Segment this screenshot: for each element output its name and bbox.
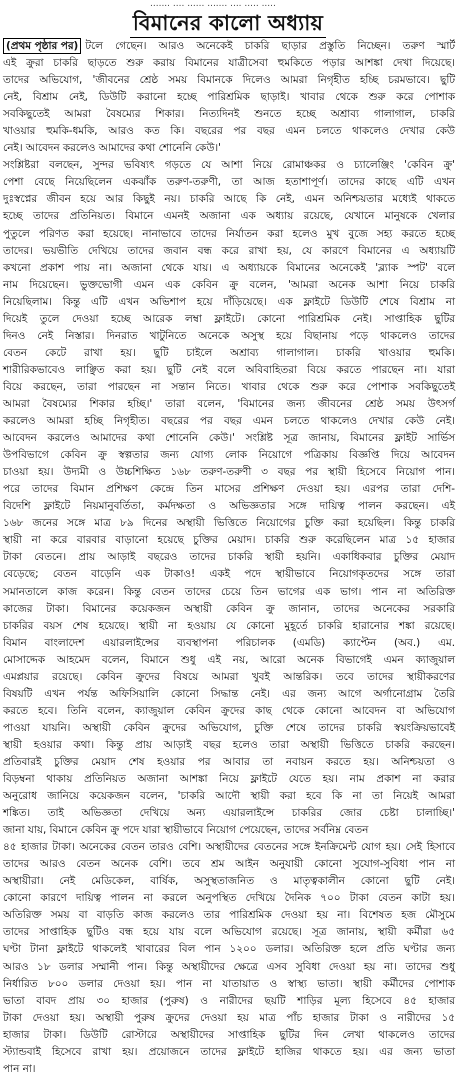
- article-line: [3, 498, 455, 515]
- article-line-text: নির্ধারিত ৮০০ ডলার দেওয়া হয়। পান না যাতায়াত ও স্বাস্থ্য ভাতা। স্থায়ী কর্মীদের পোশাক: [3, 977, 455, 990]
- article-line-text: বিষয়টি এখন পর্যন্ত অফিসিয়ালি কোনো সিদ্ধান্ত নেই। এর জন্য আগে অর্গানোগ্রাম তৈরি: [3, 687, 455, 700]
- article-line: [3, 720, 455, 737]
- article-line: [3, 174, 455, 191]
- article-line-text: হচ্ছে তাদের প্রতিনিয়ত। বিমানে এমনই অজানা এক অধ্যায় রয়েছে, যেখানে মানুষকে খেলার: [3, 210, 455, 223]
- article-line: [3, 481, 455, 498]
- article-line-text: টাকা দেওয়া হয়। অস্থায়ী পুরুষ ক্রুদের দেওয়া হয় মাত্র পাঁচ হাজার টাকা ও নারীদের ১৫: [3, 1011, 455, 1024]
- article-line: [3, 566, 455, 583]
- continued-from-front-page-label: (প্রথম পৃষ্ঠার পর): [3, 38, 81, 54]
- article-line: [3, 686, 455, 703]
- article-line-text: জানা যায়, বিমানে কেবিন ক্রু পদে যারা স্থায়ীভাবে নিয়োগ পেয়েছেন, তাদের সর্বনিম্ন বেতন: [3, 824, 369, 837]
- article-line-text: তাদের অভিযোগ, 'জীবনের শ্রেষ্ঠ সময় বিমানকে দিলেও আমরা নিগৃহীত হচ্ছি চরমভাবে। ছুটি: [3, 74, 455, 87]
- article-line: [3, 396, 455, 413]
- cut-off-text-strip: ....... .... ...... ....... .... ..... .....: [150, 0, 276, 9]
- article-line-text: দিনও নেই নিস্তার। দিনরাত খাটুনিতে অনেকে অসুস্থ হয়ে বিছানায় পড়ে থাকলেও তাদের: [3, 329, 455, 342]
- article-line: [3, 635, 455, 652]
- article-line-text: স্ট্যান্ডবাই হিসেবে রাখা হয়। প্রয়োজনে তাদের ফ্লাইটে হাজির থাকতে হয়। এর জন্য ভাতা: [3, 1045, 455, 1058]
- article-line-text: অতিরিক্ত সময় বা বাড়তি কাজ করলেও তার পারিশ্রমিক দেওয়া হয় না। বিশেষত হজ মৌসুমে: [3, 909, 455, 922]
- article-line-text: বিড়ম্বনা থাকায় প্রতিনিয়ত অজানা আশঙ্কা নিয়ে ফ্লাইটে যেতে হয়। নাম প্রকাশ না করার: [3, 773, 455, 786]
- article-line: [3, 941, 455, 958]
- article-line: [3, 294, 455, 311]
- article-line: [3, 123, 455, 140]
- article-line-text: টলে গেছেন। আরও অনেকেই চাকরি ছাড়ার প্রস্তুতি নিচ্ছেন। তরুণ স্মার্ট: [85, 40, 455, 52]
- article-line-text: মোসাদ্দেক আহমেদ বলেন, বিমানে শুধু এই নয়, আরো অনেক বিভাগেই এমন ক্যাজুয়াল: [3, 653, 455, 666]
- article-line-text: কাজের টাকা। বিমানের কয়েকজন অস্থায়ী কেবিন ক্রু জানান, তাদের অনেকের সরকারি: [3, 602, 455, 615]
- article-line-text: ১৬৮ জনের সঙ্গে মাত্র ৮৯ দিনের অস্থায়ী ভিত্তিতে নিয়োগের চুক্তি করা হয়েছিল। কিন্তু চাকরি: [3, 517, 455, 530]
- article-line-text: এমপ্লয়ার রয়েছে। কেবিন ক্রুদের বিষয়ে আমরা খুবই আন্তরিক। তবে তাদের স্থায়ীকরণের: [3, 670, 455, 683]
- article-line: [3, 157, 455, 174]
- article-line-text: করতে হবে। তিনি বলেন, ক্যাজুয়াল কেবিন ক্রুদের কাছ থেকে কোনো আবেদন বা অভিযোগ: [3, 704, 455, 717]
- article-line: [3, 737, 455, 754]
- article-line: [3, 584, 455, 601]
- article-line-text: বেড়েছে; বেতন বাড়েনি এক টাকাও! একই পদে স্থায়ীভাবে নিয়োগকৃতদের সঙ্গে তারা: [3, 568, 455, 581]
- article-line: [3, 1027, 455, 1044]
- article-line: [3, 430, 455, 447]
- article-line: [3, 379, 455, 396]
- article-line: [3, 515, 455, 532]
- article-line: [3, 873, 455, 890]
- article-line-text: তাদের সাপ্তাহিক ছুটিও বন্ধ হয়ে যায় বলে অভিযোগ রয়েছে। সূত্র জানায়, স্থায়ী কর্মীরা ৬৫: [3, 926, 455, 939]
- article-line: [3, 652, 455, 669]
- article-body: [3, 38, 455, 1075]
- article-line-text: খাওয়ার হুমকি-ধমকি, আরও কত কি। বছরের পর বছর এমন চলতে থাকলেও দেখার কেউ: [3, 125, 455, 138]
- article-line: [3, 771, 455, 788]
- article-line-text: হাজার টাকা। ডিউটি রোস্টারে অস্থায়ীদের সাপ্তাহিক ছুটির দিন লেখা থাকলেও তাদের: [3, 1028, 455, 1041]
- article-line-text: নাম দিয়েছেন। ভুক্তভোগী এমন এক কেবিন ক্রু বলেন, 'আমরা অনেক আশা নিয়ে চাকরি: [3, 278, 455, 291]
- article-line-text: আবেদন করলেও আমাদের কথা শোনেনি কেউ।' সংশ্লিষ্ট সূত্র জানায়, বিমানের ফ্লাইট সার্ভিস: [3, 432, 455, 445]
- article-line-text: পাওয়া যায়নি। অস্থায়ী কেবিন ক্রুদের অভিযোগ, চুক্তি শেষে তাদের চাকরি স্বয়ংক্রিয়ভাবেই: [3, 721, 455, 734]
- article-line-text: তাদের। ভয়ভীতি দেখিয়ে তাদের জবান বন্ধ করে রাখা হয়, যে কারণে বিমানের এ অধ্যায়টি: [3, 244, 455, 257]
- article-line-text: আরও ১৮ ডলার সম্মানী পান। কিন্তু অস্থায়ীদের ক্ষেত্রে এসব সুবিধা দেওয়া হয় না। তাদের শুধু: [3, 960, 455, 973]
- article-line: [3, 226, 455, 243]
- article-line: [3, 208, 455, 225]
- article-line: [3, 788, 455, 805]
- article-line: [3, 140, 455, 157]
- article-line: [3, 669, 455, 686]
- article-line-text: উপবিভাগে কেবিন ক্রু স্বল্পতার জন্য যোগ্য লোক নিয়োগে পত্রিকায় বিজ্ঞপ্তি দিয়ে আবেদন: [3, 449, 455, 462]
- article-line: [3, 362, 455, 379]
- article-line: [3, 191, 455, 208]
- article-line-text: বিয়ে করছেন, তারা পারছেন না সন্তান নিতে। খাবার থেকে শুরু করে পোশাক সবকিছুতেই: [3, 380, 455, 393]
- article-line: [3, 1061, 455, 1078]
- article-line: [3, 618, 455, 635]
- article-line: [3, 993, 455, 1010]
- article-line: [3, 959, 455, 976]
- article-line: [3, 260, 455, 277]
- article-line: [3, 805, 455, 822]
- article-line-text: স্থায়ী না করে বারবার বাড়ানো হয়েছে চুক্তির মেয়াদ। চাকরি শুরু করেছিলেন মাত্র ১৫ হাজার: [3, 534, 455, 547]
- article-line-text: টাকা বেতনে। প্রায় আড়াই বছরেও তাদের চাকরি স্থায়ী হয়নি। একাধিকবার চুক্তির মেয়াদ: [3, 551, 455, 564]
- article-line-text: কখনো প্রকাশ পায় না। অজানা থেকে যায়। এ অধ্যায়কে বিমানের অনেকেই 'ব্ল্যাক স্পট' বলে: [3, 261, 455, 274]
- article-line-text: এই ক্রুরা চাকরি ছাড়তে শুরু করায় বিমানের যাত্রীসেবা হুমকিতে পড়ার আশঙ্কা দেখা দিয়েছে।: [3, 57, 455, 70]
- article-line-text: দিয়েই তুলে দেওয়া হচ্ছে আরেক লম্বা ফ্লাইটে। কোনো পারিশ্রমিক নেই। সাপ্তাহিক ছুটির: [3, 312, 455, 325]
- article-line: [3, 890, 455, 907]
- article-line: [3, 549, 455, 566]
- article-line: [3, 856, 455, 873]
- article-line: [3, 907, 455, 924]
- article-line: [3, 89, 455, 106]
- article-line-text: পরে তাদের বিমান প্রশিক্ষণ কেন্দ্রে তিন মাসের প্রশিক্ষণ দেওয়া হয়। এরপর তারা দেশি-: [3, 483, 455, 496]
- article-line-text: দুঃস্বপ্নের জীবন হয়ে আর কিছুই নয়। চাকরি আছে কি নেই, এমন অনিশ্চয়তার মধ্যেই থাকতে: [3, 193, 455, 206]
- article-line: [3, 38, 455, 55]
- article-line-text: তাদের আরও বেতন অনেক বেশি। তবে শ্রম আইন অনুযায়ী কোনো সুযোগ-সুবিধা পান না: [3, 858, 455, 871]
- article-line-text: শঙ্কিত। তাই অভিজ্ঞতা দেখিয়ে অন্য এয়ারলাইন্সে চাকরির জোর চেষ্টা চালাচ্ছি।': [3, 807, 455, 820]
- article-line-text: স্থায়ী হওয়ার কথা। কিন্তু প্রায় আড়াই বছর হলেও তারা অস্থায়ী ভিত্তিতে চাকরি করছেন।: [3, 738, 455, 751]
- article-line-text: চাওয়া হয়। উদ্যমী ও উচ্চশিক্ষিত ১৬৮ তরুণ-তরুণী ৩ বছর পর স্থায়ী হিসেবে নিয়োগ পান।: [3, 466, 455, 479]
- article-line: [3, 924, 455, 941]
- article-line: [3, 277, 455, 294]
- article-line: [3, 72, 455, 89]
- article-line: [3, 345, 455, 362]
- article-line-text: সংশ্লিষ্টরা বলছেন, সুন্দর ভবিষ্যৎ গড়তে যে আশা নিয়ে রোমাঞ্চকর ও চ্যালেঞ্জিং 'কেবিন ক্রু': [3, 159, 455, 172]
- article-line: [3, 106, 455, 123]
- article-line-text: সবকিছুতেই আমরা বৈষম্যের শিকার। নিত্যদিনই শুনতে হচ্ছে অশ্রাব্য গালাগাল, চাকরি: [3, 108, 455, 121]
- article-line-text: বিমান বাংলাদেশ এয়ারলাইন্সের ব্যবস্থাপনা পরিচালক (এমডি) ক্যাপ্টেন (অব.) এম.: [3, 636, 455, 649]
- article-line-text: ভাতা বাবদ প্রায় ৩০ হাজার (পুরুষ) ও নারীদের ছয়টি শাড়ির মূল্য হিসেবে ৪৫ হাজার: [3, 994, 455, 1007]
- article-line-text: শারীরিকভাবেও লাঞ্ছিত করা হয়। ছুটি নেই বলে অবিবাহিতরা বিয়ে করতে পারছেন না। যারা: [3, 363, 455, 376]
- article-line: [3, 976, 455, 993]
- article-line: [3, 601, 455, 618]
- article-line: [3, 532, 455, 549]
- article-line-text: চাকরির বয়স শেষ হয়েছে। স্থায়ী না হওয়ায় যে কোনো মুহূর্তে চাকরি হারানোর শঙ্কা রয়েছে।: [3, 619, 455, 632]
- article-line-text: পুতুলে পরিণত করা হয়েছে। নানাভাবে তাদের নির্যাতন করা হলেও মুখ বুজে সহ্য করতে হচ্ছে: [3, 227, 455, 240]
- article-line: [3, 1010, 455, 1027]
- article-line: [3, 839, 455, 856]
- article-line-text: আমরা বৈষম্যের শিকার হচ্ছি।' তারা বলেন, 'বিমানের জন্য জীবনের শ্রেষ্ঠ সময় উৎসর্গ: [3, 397, 455, 410]
- article-line: [3, 311, 455, 328]
- article-line-text: নেই। আবেদন করলেও আমাদের কথা শোনেনি কেউ।': [3, 142, 221, 155]
- article-line-text: প্রতিবারই চুক্তির মেয়াদ শেষ হওয়ার পর আবার তা নবায়ন করতে হয়। অনিশ্চয়তা ও: [3, 755, 455, 768]
- article-line-text: করলেও আমরা হচ্ছি নিগৃহীত। বছরের পর বছর এমন চলতে থাকলেও দেখার কেউ নেই।: [3, 415, 455, 428]
- article-line-text: নেই, বিশ্রাম নেই, ডিউটি করানো হচ্ছে পারিশ্রমিক ছাড়াই। খাবার থেকে শুরু করে পোশাক: [3, 91, 455, 104]
- article-line-text: পান না।: [3, 1062, 36, 1075]
- article-line-text: অনুরোধ জানিয়ে কয়েকজন বলেন, 'চাকরি আদৌ স্থায়ী করা হবে কি না তা নিয়েই আমরা: [3, 790, 455, 803]
- article-line: [3, 1044, 455, 1061]
- article-line-text: বেতন কেটে রাখা হয়। ছুটি চাইলে অশ্রাব্য গালাগাল। চাকরি খাওয়ার হুমকি।: [3, 346, 455, 359]
- article-line-text: কোনো কারণে দায়িত্ব পালন না করলে অনুপস্থিত দেখিয়ে দৈনিক ৭০০ টাকা বেতন কাটা হয়।: [3, 892, 455, 905]
- article-line: [3, 447, 455, 464]
- article-line: [3, 413, 455, 430]
- article-line-text: বিদেশি ফ্লাইটে নিয়মানুবর্তিতা, কর্মদক্ষতা ও অভিজ্ঞতার সঙ্গে দায়িত্ব পালন করছেন। এই: [3, 500, 455, 513]
- article-line-text: অস্থায়ীরা। নেই মেডিকেল, বার্ষিক, অসুস্থতাজনিত ও মাতৃত্বকালীন কোনো ছুটি নেই।: [3, 875, 455, 888]
- article-line-text: ঘণ্টা টানা ফ্লাইটে থাকলেই খাবারের বিল পান ১২০০ ডলার। অতিরিক্ত হলে প্রতি ঘণ্টার জন্য: [3, 943, 455, 956]
- headline: বিমানের কালো অধ্যায়: [132, 11, 324, 35]
- article-line: [3, 55, 455, 72]
- article-line-text: পেশা বেছে নিয়েছিলেন একঝাঁক তরুণ-তরুণী, তা আজ হতাশাপূর্ণ। তাদের কাছে এটি এখন: [3, 176, 455, 189]
- article-line: [3, 243, 455, 260]
- article-line-text: সমানতালে কাজ করেন। কিন্তু বেতন তাদের চেয়ে তিন ভাগের এক ভাগ। পান না অতিরিক্ত: [3, 585, 455, 598]
- article-line: [3, 328, 455, 345]
- article-line: [3, 754, 455, 771]
- article-line: [3, 464, 455, 481]
- article-line: [3, 703, 455, 720]
- article-line-text: ৪৫ হাজার টাকা। অনেকের বেতন তারও বেশি। অস্থায়ীদের বেতনের সঙ্গে ইনক্রিমেন্ট যোগ হয়। সেই হিসাবে: [3, 841, 455, 854]
- article-line-text: নিয়েছিলাম। কিন্তু এটি এখন অভিশাপ হয়ে দাঁড়িয়েছে। এক ফ্লাইটে ডিউটি শেষে বিশ্রাম না: [3, 295, 455, 308]
- article-line: [3, 822, 455, 839]
